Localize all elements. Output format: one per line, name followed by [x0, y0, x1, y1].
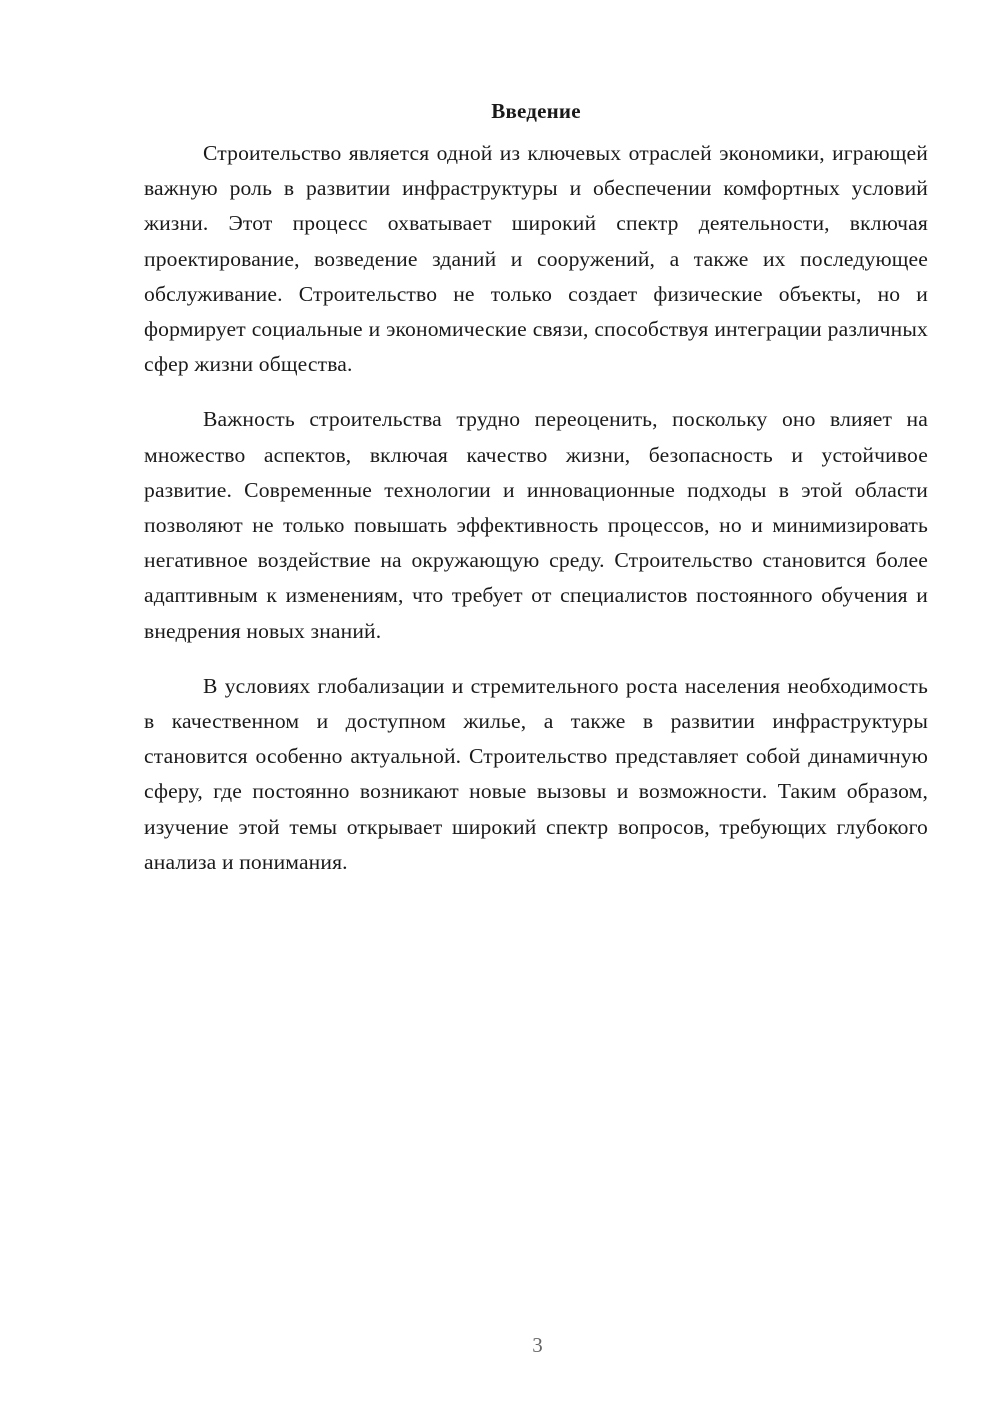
paragraph-1: Строительство является одной из ключевых отраслей экономики, играющей важную роль в развитии инфраструктуры и обеспечении комфортных условий жизни. Этот процесс охватывает широкий спектр деятельности, включая проектирование, возведение зданий и сооружений, а также их последующее обслуживание. Строительство не только создает физические объекты, но и формирует социальные и экономические связи, способствуя интеграции различных сфер жизни общества.	[144, 141, 928, 377]
paragraph-3: В условиях глобализации и стремительного роста населения необходимость в качественном и доступном жилье, а также в развитии инфраструктуры становится особенно актуальной. Строительство представляет собой динамичную сферу, где постоянно возникают новые вызовы и возможности. Таким образом, изучение этой темы открывает широкий спектр вопросов, требующих глубокого анализа и понимания.	[144, 673, 928, 874]
page-number: 3	[532, 1333, 543, 1357]
document-body	[144, 96, 928, 880]
section-title: Введение	[491, 99, 581, 123]
paragraph-2: Важность строительства трудно переоценить, поскольку оно влияет на множество аспектов, включая качество жизни, безопасность и устойчивое развитие. Современные технологии и инновационные подходы в этой области позволяют не только повышать эффективность процессов, но и минимизировать негативное воздействие на окружающую среду. Строительство становится более адаптивным к изменениям, что требует от специалистов постоянного обучения и внедрения новых знаний.	[144, 407, 928, 643]
